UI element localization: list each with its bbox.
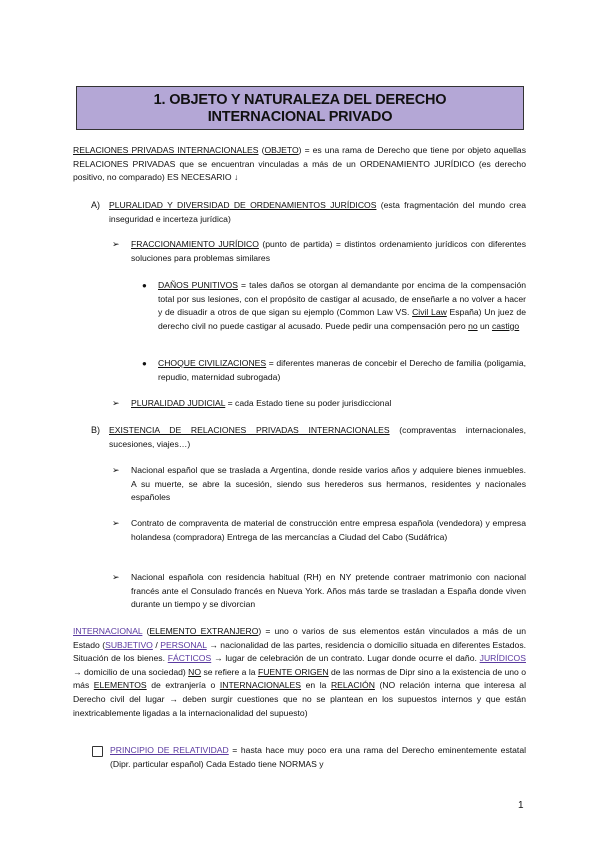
term-elemento-extranjero: ELEMENTO EXTRANJERO: [149, 626, 259, 636]
section-b-marker: B): [91, 425, 100, 435]
text-fragment: → lugar de celebración de un contrato. Lugar donde ocurre el daño.: [211, 653, 480, 664]
text-fragment: (compraventas internacionales, sucesiones, viajes…): [109, 425, 526, 449]
section-b-title: EXISTENCIA DE RELACIONES PRIVADAS INTERNACIONALES: [109, 425, 390, 435]
internacional-paragraph: [73, 625, 526, 720]
dot-bullet: ●: [142, 359, 147, 368]
arrow-bullet: ➢: [112, 239, 120, 249]
section-a-marker: A): [91, 200, 100, 210]
section-a-title: PLURALIDAD Y DIVERSIDAD DE ORDENAMIENTOS JURÍDICOS: [109, 200, 377, 210]
text-fragment: ) = es una rama de Derecho que tiene por objeto aquellas RELACIONES PRIVADAS que se encuentran vinculadas a más de un ORDENAMIENTO JURÍDICO (es derecho positivo, no comparado) ES NECESARIO ↓: [73, 145, 526, 183]
text-fragment: en la: [301, 680, 331, 691]
example-3-paragraph: Nacional española con residencia habitual (RH) en NY pretende contraer matrimonio con nacional francés ante el Consulado francés en Nueva York. Años más tarde se trasladan a España donde viven durante un tiempo y se divorcian: [131, 572, 526, 610]
section-b-paragraph: [109, 424, 526, 451]
term-objeto: OBJETO: [264, 145, 299, 155]
term-facticos: FÁCTICOS: [167, 653, 212, 664]
danos-title: DAÑOS PUNITIVOS: [158, 280, 238, 290]
text-fragment: de extranjería o: [146, 680, 220, 691]
term-relaciones: RELACIONES PRIVADAS INTERNACIONALES: [73, 145, 259, 155]
choque-title: CHOQUE CIVILIZACIONES: [158, 358, 267, 368]
text-fragment: /: [152, 639, 161, 650]
text-fragment: = diferentes maneras de concebir el Derecho de familia (poligamia, repudio, maternidad subrogada): [158, 358, 526, 382]
pluralidad-paragraph: [131, 397, 526, 411]
fraccionamiento-paragraph: [131, 238, 526, 265]
section-title-box: [76, 86, 524, 130]
text-fragment: = hasta hace muy poco era una rama del Derecho eminentemente estatal (Dipr. particular español) Cada Estado tiene NORMAS y: [110, 745, 527, 769]
text-fragment: (esta fragmentación del mundo crea inseguridad e incerteza jurídica): [109, 200, 526, 224]
pluralidad-title: PLURALIDAD JUDICIAL: [131, 398, 226, 408]
page-number: 1: [518, 800, 524, 811]
text-fragment: → domicilio de una sociedad): [73, 666, 189, 677]
term-fuente-origen: FUENTE ORIGEN: [257, 666, 329, 677]
text-fragment: se refiere a la: [201, 666, 258, 677]
example-2-paragraph: Contrato de compraventa de material de construcción entre empresa española (vendedora) y empresa holandesa (compradora) Entrega de las mercancías a Ciudad del Cabo (Sudáfrica): [131, 518, 526, 542]
text-fragment: (: [258, 145, 265, 155]
arrow-bullet: ➢: [112, 572, 120, 582]
text-fragment: ) = uno o varios de sus elementos están vinculados a más de un Estado (: [73, 626, 526, 650]
term-internacionales: INTERNACIONALES: [219, 680, 302, 691]
text-fragment: de las normas de Dipr sino a la existencia de uno o más: [73, 666, 527, 691]
text-fragment: = cada Estado tiene su poder jurisdiccional: [225, 398, 392, 408]
fraccionamiento-title: FRACCIONAMIENTO JURÍDICO: [131, 239, 259, 249]
text-fragment: un: [477, 320, 492, 331]
principio-title: PRINCIPIO DE RELATIVIDAD: [110, 745, 229, 755]
civil-law-term: Civil Law: [412, 307, 447, 318]
arrow-bullet: ➢: [112, 465, 120, 475]
intro-paragraph: [73, 144, 526, 185]
title-line-1: 1. OBJETO Y NATURALEZA DEL DERECHO: [153, 92, 447, 108]
term-no: NO: [188, 666, 202, 677]
term-internacional: INTERNACIONAL: [73, 626, 143, 636]
term-relacion: RELACIÓN: [330, 680, 375, 691]
text-fragment: = tales daños se otorgan al demandante por encima de la compensación total por sus lesiones, con el propósito de castigar al acusado, de enseñarle a no volver a hacer y de disuadir a otros de que sigan su ejemplo (Common Law VS.: [158, 280, 527, 318]
text-fragment: (: [142, 626, 150, 636]
text-fragment: (NO relación interna que interesa al Derecho civil del lugar → deben surgir cuestiones que no se plantean en los supuestos internos y que están inextricablemente ligadas a la internacionalidad del supuesto): [73, 680, 526, 718]
example-1-paragraph: Nacional español que se traslada a Argentina, donde reside varios años y adquiere bienes inmuebles. A su muerte, se abre la sucesión, siendo sus herederos sus hermanos, residentes y nacionales españoles: [131, 465, 526, 503]
term-subjetivo: SUBJETIVO: [105, 639, 153, 650]
section-a-paragraph: [109, 199, 526, 226]
text-fragment: España) Un juez de derecho civil no puede castigar al acusado. Puede pedir una compensación pero: [158, 307, 526, 331]
title-line-2: INTERNACIONAL PRIVADO: [207, 109, 393, 125]
choque-paragraph: [158, 357, 526, 384]
dot-bullet: ●: [142, 281, 147, 290]
term-juridicos: JURÍDICOS: [479, 653, 526, 664]
term-personal: PERSONAL: [160, 639, 207, 650]
text-fragment: (punto de partida) = distintos ordenamiento jurídicos con diferentes soluciones para problemas similares: [131, 239, 526, 263]
no-term: no: [468, 320, 478, 331]
text-fragment: → nacionalidad de las partes, residencia o domicilio situada en diferentes Estados. Situación de los bienes.: [73, 639, 527, 664]
principio-paragraph: [110, 744, 526, 771]
checkbox-icon[interactable]: [92, 746, 103, 757]
term-elementos: ELEMENTOS: [93, 680, 147, 691]
danos-paragraph: [158, 279, 526, 333]
castigo-term: castigo: [491, 320, 520, 331]
arrow-bullet: ➢: [112, 518, 120, 528]
arrow-bullet: ➢: [112, 398, 120, 408]
